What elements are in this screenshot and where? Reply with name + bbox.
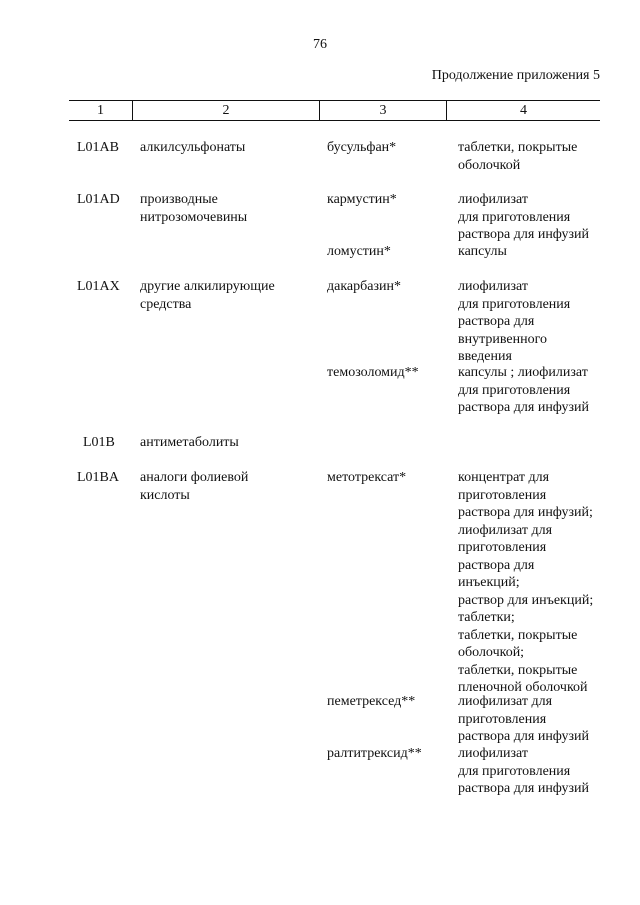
group-name: алкилсульфонаты: [140, 140, 246, 155]
header-col-3: 3: [379, 103, 387, 118]
group-name: производные нитрозомочевины: [140, 192, 248, 225]
dosage-forms: капсулы: [458, 244, 507, 259]
drug-name: кармустин*: [327, 192, 397, 207]
drug-name: метотрексат*: [327, 470, 407, 485]
group-name: аналоги фолиевой кислоты: [140, 470, 249, 503]
dosage-forms: лиофилизат для приготовления раствора для инфузий: [458, 192, 590, 242]
dosage-forms: лиофилизат для приготовления раствора для инфузий: [458, 746, 590, 796]
dosage-forms: концентрат для приготовления раствора для инфузий; лиофилизат для приготовления раствора для инъекций; раствор для инъекций; таблетки; таблетки, покрытые оболочкой; таблетки, покрытые пленочной оболочкой: [458, 470, 594, 695]
page-number: 76: [313, 37, 327, 52]
group-name: другие алкилирующие средства: [140, 279, 275, 312]
header-col-1: 1: [97, 103, 104, 118]
atc-code: L01BA: [77, 470, 119, 485]
dosage-forms: капсулы ; лиофилизат для приготовления раствора для инфузий: [458, 365, 590, 415]
group-name: антиметаболиты: [140, 435, 239, 450]
drug-name: пеметрексед**: [327, 694, 416, 709]
atc-code: L01B: [83, 435, 115, 450]
header-col-4: 4: [520, 103, 527, 118]
dosage-forms: лиофилизат для приготовления раствора для инфузий: [458, 694, 590, 744]
drug-name: ломустин*: [327, 244, 391, 259]
atc-code: L01AD: [77, 192, 120, 207]
appendix-note: Продолжение приложения 5: [431, 68, 600, 83]
atc-code: L01AX: [77, 279, 120, 294]
dosage-forms: таблетки, покрытые оболочкой: [458, 140, 578, 173]
drug-name: бусульфан*: [327, 140, 397, 155]
table-header: [69, 100, 600, 121]
dosage-forms: лиофилизат для приготовления раствора для внутривенного введения: [458, 279, 571, 364]
drug-name: дакарбазин*: [327, 279, 401, 294]
header-col-2: 2: [222, 103, 230, 118]
drug-name: темозоломид**: [327, 365, 419, 380]
drug-name: ралтитрексид**: [327, 746, 422, 761]
atc-code: L01AB: [77, 140, 119, 155]
